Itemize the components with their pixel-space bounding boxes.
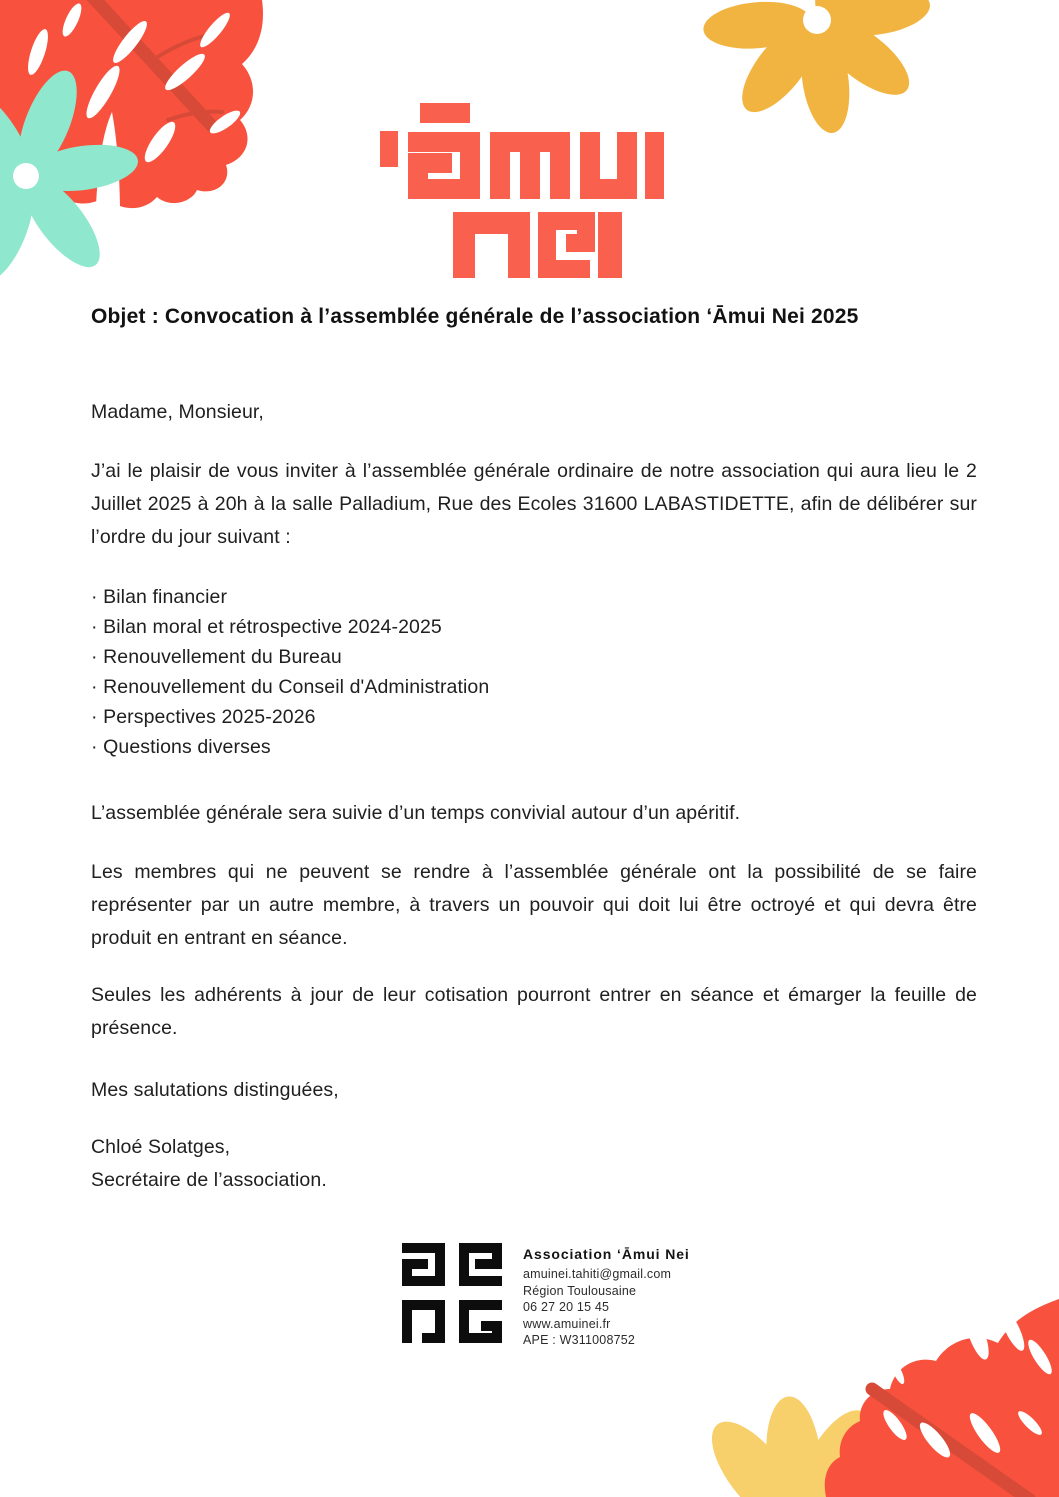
footer-phone: 06 27 20 15 45	[523, 1300, 610, 1314]
agenda-item: · Bilan moral et rétrospective 2024-2025	[91, 616, 442, 638]
agenda-item: · Renouvellement du Conseil d'Administration	[91, 676, 490, 698]
paragraph-cotisation: Seules les adhérents à jour de leur cotisation pourront entrer en séance et émarger la feuille de présence.	[91, 984, 977, 1039]
agenda-list	[91, 582, 977, 762]
agenda-item: · Perspectives 2025-2026	[91, 706, 316, 728]
agenda-item: · Renouvellement du Bureau	[91, 646, 342, 668]
logo-okina	[380, 131, 398, 167]
footer-region: Région Toulousaine	[523, 1283, 637, 1298]
footer-email: amuinei.tahiti@gmail.com	[523, 1267, 672, 1281]
footer-contact-block	[523, 1243, 690, 1349]
signature-role: Secrétaire de l’association.	[91, 1169, 327, 1191]
footer	[402, 1243, 690, 1349]
salutation: Madame, Monsieur,	[91, 401, 264, 423]
logo-macron	[420, 103, 470, 123]
agenda-item: · Questions diverses	[91, 736, 271, 758]
letter-body	[91, 302, 977, 1197]
amui-nei-monogram-icon	[402, 1243, 502, 1343]
bottom-right-decoration	[690, 1285, 1059, 1497]
paragraph-invitation: J’ai le plaisir de vous inviter à l’assemblée générale ordinaire de notre association qui aura lieu le 2 Juillet 2025 à 20h à la salle Palladium, Rue des Ecoles 31600 LABASTIDETTE, afin de délibérer sur l’ordre du jour suivant :	[91, 460, 977, 548]
agenda-item: · Bilan financier	[91, 586, 228, 608]
monstera-leaf-bottom-right	[825, 1299, 1059, 1497]
signature-name: Chloé Solatges,	[91, 1136, 231, 1158]
footer-website: www.amuinei.fr	[523, 1316, 611, 1331]
mint-flower-top-left	[0, 58, 210, 298]
yellow-flower-top-right	[701, 0, 933, 136]
footer-org-name: Association ‘Āmui Nei	[523, 1246, 690, 1262]
subject-line: Objet : Convocation à l’assemblée générale de l’association ‘Āmui Nei 2025	[91, 305, 859, 328]
amui-nei-logo	[378, 103, 668, 283]
footer-ape: APE : W311008752	[523, 1333, 636, 1347]
closing: Mes salutations distinguées,	[91, 1079, 339, 1101]
paragraph-pouvoir: Les membres qui ne peuvent se rendre à l’assemblée générale ont la possibilité de se faire représenter par un autre membre, à travers un pouvoir qui doit lui être octroyé et qui devra être produit en entrant en séance.	[91, 861, 977, 949]
paragraph-aperitif: L’assemblée générale sera suivie d’un temps convivial autour d’un apéritif.	[91, 802, 741, 824]
